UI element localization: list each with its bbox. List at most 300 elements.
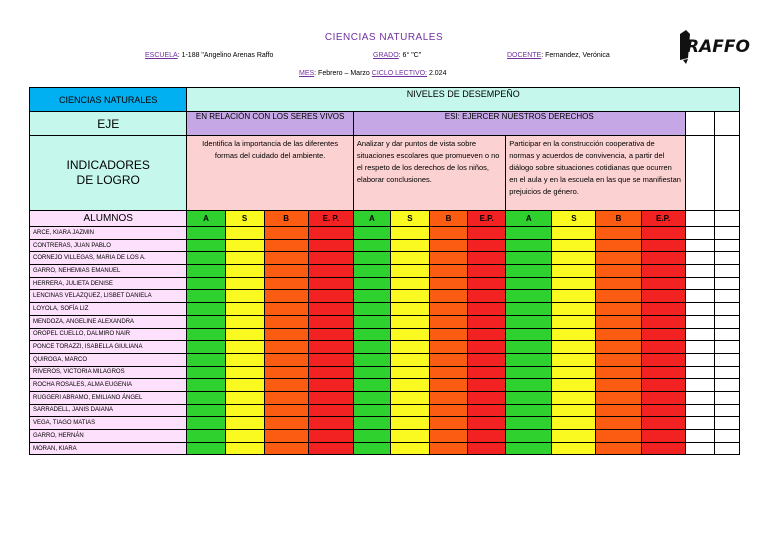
table-row	[30, 303, 740, 316]
grade-cell[interactable]	[187, 290, 225, 303]
grade-cell[interactable]	[430, 417, 468, 430]
grade-cell[interactable]	[468, 239, 506, 252]
grade-cell[interactable]	[596, 353, 641, 366]
grade-cell[interactable]	[308, 277, 353, 290]
grade-cell[interactable]	[430, 227, 468, 240]
logo-text: RAFFO	[686, 37, 750, 57]
empty-cell	[685, 379, 714, 392]
grade-cell[interactable]	[468, 391, 506, 404]
escuela-label: ESCUELA	[145, 52, 178, 59]
grade-cell[interactable]	[552, 379, 596, 392]
grade-cell[interactable]	[596, 315, 641, 328]
grade-cell[interactable]	[430, 290, 468, 303]
grade-cell[interactable]	[596, 252, 641, 265]
grade-cell[interactable]	[264, 328, 308, 341]
empty-cell	[714, 366, 739, 379]
grade-cell[interactable]	[641, 227, 685, 240]
empty-cell	[714, 112, 739, 136]
grade-cell[interactable]	[187, 430, 225, 443]
empty-cell	[714, 328, 739, 341]
level-a-2: A	[353, 211, 390, 227]
grade-cell[interactable]	[353, 227, 390, 240]
empty-cell	[685, 328, 714, 341]
grade-cell[interactable]	[552, 341, 596, 354]
grade-cell[interactable]	[353, 277, 390, 290]
grade-cell[interactable]	[187, 341, 225, 354]
grade-cell[interactable]	[187, 265, 225, 278]
empty-cell	[685, 353, 714, 366]
student-name: HERRERA, JULIETA DENISE	[30, 277, 187, 290]
grade-cell[interactable]	[430, 341, 468, 354]
grade-cell[interactable]	[390, 328, 429, 341]
grade-cell[interactable]	[506, 303, 552, 316]
grade-cell[interactable]	[390, 341, 429, 354]
eje-header: EJE	[30, 112, 187, 136]
grade-cell[interactable]	[264, 341, 308, 354]
grade-cell[interactable]	[596, 303, 641, 316]
grade-cell[interactable]	[430, 391, 468, 404]
grade-cell[interactable]	[552, 391, 596, 404]
grade-cell[interactable]	[390, 277, 429, 290]
grade-cell[interactable]	[506, 252, 552, 265]
grade-cell[interactable]	[468, 430, 506, 443]
grade-cell[interactable]	[641, 265, 685, 278]
grade-cell[interactable]	[353, 366, 390, 379]
empty-cell	[685, 442, 714, 455]
grade-cell[interactable]	[390, 404, 429, 417]
grade-cell[interactable]	[468, 227, 506, 240]
axis-esi: ESI: EJERCER NUESTROS DERECHOS	[353, 112, 685, 136]
grade-cell[interactable]	[225, 227, 264, 240]
grade-cell[interactable]	[596, 417, 641, 430]
empty-cell	[685, 303, 714, 316]
grade-cell[interactable]	[264, 252, 308, 265]
grade-cell[interactable]	[390, 239, 429, 252]
grade-cell[interactable]	[468, 328, 506, 341]
grade-cell[interactable]	[308, 417, 353, 430]
grade-cell[interactable]	[187, 353, 225, 366]
grade-cell[interactable]	[225, 239, 264, 252]
mes-label: MES	[299, 70, 315, 77]
grade-cell[interactable]	[308, 315, 353, 328]
raffo-logo	[672, 26, 750, 64]
grade-cell[interactable]	[225, 328, 264, 341]
empty-cell	[714, 303, 739, 316]
grade-cell[interactable]	[596, 404, 641, 417]
grade-cell[interactable]	[308, 442, 353, 455]
empty-cell	[685, 252, 714, 265]
empty-cell	[714, 277, 739, 290]
level-a-3: A	[506, 211, 552, 227]
grade-cell[interactable]	[552, 328, 596, 341]
empty-cell	[714, 391, 739, 404]
grade-cell[interactable]	[264, 404, 308, 417]
student-name: CORNEJO VILLEGAS, MARIA DE LOS A.	[30, 252, 187, 265]
grade-cell[interactable]	[552, 252, 596, 265]
grade-cell[interactable]	[187, 315, 225, 328]
grade-cell[interactable]	[225, 277, 264, 290]
grade-cell[interactable]	[552, 303, 596, 316]
empty-cell	[685, 239, 714, 252]
grade-cell[interactable]	[264, 391, 308, 404]
escuela-value: : 1-188 "Angelino Arenas Raffo	[177, 52, 274, 59]
grade-cell[interactable]	[308, 328, 353, 341]
grade-cell[interactable]	[641, 430, 685, 443]
grade-cell[interactable]	[596, 239, 641, 252]
grade-cell[interactable]	[225, 391, 264, 404]
docente-value: : Fernandez, Verónica	[541, 52, 610, 59]
grade-cell[interactable]	[430, 404, 468, 417]
grade-cell[interactable]	[353, 379, 390, 392]
grade-cell[interactable]	[641, 252, 685, 265]
grade-cell[interactable]	[506, 341, 552, 354]
grade-cell[interactable]	[308, 404, 353, 417]
grade-cell[interactable]	[506, 430, 552, 443]
grade-cell[interactable]	[430, 379, 468, 392]
grade-cell[interactable]	[353, 341, 390, 354]
grade-cell[interactable]	[552, 442, 596, 455]
grade-cell[interactable]	[308, 303, 353, 316]
grado-label: GRADO	[373, 52, 399, 59]
grade-cell[interactable]	[468, 404, 506, 417]
grade-cell[interactable]	[552, 366, 596, 379]
grade-cell[interactable]	[264, 430, 308, 443]
grade-cell[interactable]	[390, 366, 429, 379]
grade-cell[interactable]	[225, 303, 264, 316]
grade-cell[interactable]	[225, 366, 264, 379]
grade-cell[interactable]	[225, 379, 264, 392]
grade-cell[interactable]	[308, 430, 353, 443]
grade-cell[interactable]	[353, 328, 390, 341]
grade-cell[interactable]	[596, 290, 641, 303]
student-name: LOYOLA, SOFÍA LIZ	[30, 303, 187, 316]
grade-cell[interactable]	[225, 315, 264, 328]
grade-cell[interactable]	[264, 239, 308, 252]
grade-cell[interactable]	[596, 391, 641, 404]
grade-cell[interactable]	[596, 341, 641, 354]
grade-cell[interactable]	[225, 404, 264, 417]
indicadores-line2: DE LOGRO	[76, 173, 140, 187]
student-name: CONTRERAS, JUAN PABLO	[30, 239, 187, 252]
grade-cell[interactable]	[308, 227, 353, 240]
grade-cell[interactable]	[506, 379, 552, 392]
grade-cell[interactable]	[641, 341, 685, 354]
table-row	[30, 417, 740, 430]
grade-cell[interactable]	[506, 265, 552, 278]
docente-field	[507, 52, 610, 59]
grade-cell[interactable]	[308, 379, 353, 392]
grade-cell[interactable]	[390, 315, 429, 328]
grade-cell[interactable]	[225, 353, 264, 366]
grade-cell[interactable]	[353, 353, 390, 366]
grade-cell[interactable]	[264, 265, 308, 278]
grade-cell[interactable]	[390, 252, 429, 265]
table-row	[30, 442, 740, 455]
grade-cell[interactable]	[353, 442, 390, 455]
grade-cell[interactable]	[430, 366, 468, 379]
grade-cell[interactable]	[390, 303, 429, 316]
grade-cell[interactable]	[468, 303, 506, 316]
grade-cell[interactable]	[552, 239, 596, 252]
grade-cell[interactable]	[552, 290, 596, 303]
grade-cell[interactable]	[264, 303, 308, 316]
table-row	[30, 315, 740, 328]
grade-cell[interactable]	[264, 277, 308, 290]
grade-cell[interactable]	[225, 442, 264, 455]
grade-cell[interactable]	[390, 430, 429, 443]
grade-cell[interactable]	[641, 391, 685, 404]
level-b-3: B	[596, 211, 641, 227]
grade-cell[interactable]	[264, 290, 308, 303]
grade-cell[interactable]	[308, 391, 353, 404]
grade-cell[interactable]	[552, 265, 596, 278]
grade-cell[interactable]	[308, 366, 353, 379]
grade-cell[interactable]	[264, 227, 308, 240]
grade-cell[interactable]	[468, 252, 506, 265]
grade-cell[interactable]	[641, 404, 685, 417]
empty-cell	[685, 227, 714, 240]
table-row	[30, 353, 740, 366]
grade-cell[interactable]	[596, 265, 641, 278]
grade-cell[interactable]	[390, 417, 429, 430]
grade-cell[interactable]	[596, 227, 641, 240]
grade-cell[interactable]	[468, 341, 506, 354]
empty-cell	[685, 391, 714, 404]
student-name: MENDOZA, ANGELINE ALEXANDRA	[30, 315, 187, 328]
grade-cell[interactable]	[468, 366, 506, 379]
grade-cell[interactable]	[430, 239, 468, 252]
empty-cell	[685, 366, 714, 379]
student-name: QUIROGA, MARCO	[30, 353, 187, 366]
grade-cell[interactable]	[506, 315, 552, 328]
table-row	[30, 341, 740, 354]
empty-cell	[714, 341, 739, 354]
grade-cell[interactable]	[641, 442, 685, 455]
indicator-2: Analizar y dar puntos de vista sobre situaciones escolares que promueven o no el respeto de los derechos de los niños, elaborar conclusiones.	[353, 136, 505, 211]
grade-cell[interactable]	[506, 353, 552, 366]
grade-cell[interactable]	[641, 303, 685, 316]
grade-cell[interactable]	[390, 265, 429, 278]
table-row	[30, 391, 740, 404]
grade-cell[interactable]	[641, 379, 685, 392]
grade-cell[interactable]	[225, 430, 264, 443]
empty-cell	[714, 136, 739, 211]
grade-cell[interactable]	[225, 252, 264, 265]
grade-cell[interactable]	[552, 417, 596, 430]
grade-cell[interactable]	[506, 404, 552, 417]
grade-cell[interactable]	[641, 277, 685, 290]
grade-cell[interactable]	[353, 391, 390, 404]
grade-cell[interactable]	[264, 379, 308, 392]
grade-cell[interactable]	[641, 239, 685, 252]
grade-cell[interactable]	[552, 227, 596, 240]
level-b-2: B	[430, 211, 468, 227]
grade-cell[interactable]	[353, 417, 390, 430]
grade-cell[interactable]	[506, 328, 552, 341]
grade-cell[interactable]	[641, 417, 685, 430]
grade-cell[interactable]	[641, 353, 685, 366]
grade-cell[interactable]	[430, 442, 468, 455]
grade-cell[interactable]	[468, 417, 506, 430]
indicator-3: Participar en la construcción cooperativa de normas y acuerdos de convivencia, a partir del diálogo sobre situaciones cotidianas que ocurren en el aula y en la escuela en las que se manifiestan prejuicios de género.	[506, 136, 685, 211]
grade-cell[interactable]	[308, 353, 353, 366]
evaluation-table	[29, 87, 740, 455]
grade-cell[interactable]	[506, 417, 552, 430]
grade-cell[interactable]	[468, 290, 506, 303]
grade-cell[interactable]	[187, 303, 225, 316]
empty-cell	[685, 290, 714, 303]
grade-cell[interactable]	[225, 290, 264, 303]
grade-cell[interactable]	[390, 227, 429, 240]
grade-cell[interactable]	[430, 353, 468, 366]
grade-cell[interactable]	[430, 277, 468, 290]
empty-cell	[714, 379, 739, 392]
grade-cell[interactable]	[596, 277, 641, 290]
grade-cell[interactable]	[390, 290, 429, 303]
grade-cell[interactable]	[468, 379, 506, 392]
table-row	[30, 252, 740, 265]
grade-cell[interactable]	[264, 315, 308, 328]
grade-cell[interactable]	[641, 290, 685, 303]
empty-cell	[714, 315, 739, 328]
grade-cell[interactable]	[641, 315, 685, 328]
grade-cell[interactable]	[506, 227, 552, 240]
grade-cell[interactable]	[187, 379, 225, 392]
grade-cell[interactable]	[641, 328, 685, 341]
grade-cell[interactable]	[390, 379, 429, 392]
grade-cell[interactable]	[308, 239, 353, 252]
grade-cell[interactable]	[552, 404, 596, 417]
grade-cell[interactable]	[308, 265, 353, 278]
grade-cell[interactable]	[552, 430, 596, 443]
student-name: MORAN, KIARA	[30, 442, 187, 455]
grade-cell[interactable]	[187, 442, 225, 455]
grade-cell[interactable]	[353, 315, 390, 328]
grade-cell[interactable]	[430, 328, 468, 341]
grade-cell[interactable]	[468, 353, 506, 366]
table-row	[30, 404, 740, 417]
grade-cell[interactable]	[225, 265, 264, 278]
grado-value: : 6° "C"	[398, 52, 422, 59]
grade-cell[interactable]	[187, 391, 225, 404]
student-rows	[30, 227, 740, 455]
grade-cell[interactable]	[353, 252, 390, 265]
table-row	[30, 290, 740, 303]
level-s-3: S	[552, 211, 596, 227]
grade-cell[interactable]	[187, 252, 225, 265]
grade-cell[interactable]	[390, 442, 429, 455]
indicadores-line1: INDICADORES	[66, 158, 150, 172]
grade-cell[interactable]	[353, 265, 390, 278]
grade-cell[interactable]	[596, 366, 641, 379]
grade-cell[interactable]	[308, 252, 353, 265]
grade-cell[interactable]	[506, 239, 552, 252]
grade-cell[interactable]	[430, 430, 468, 443]
document-title: CIENCIAS NATURALES	[324, 32, 444, 43]
grade-cell[interactable]	[353, 404, 390, 417]
student-name: OROPEL CUELLO, DALMIRO NAIR	[30, 328, 187, 341]
grade-cell[interactable]	[264, 353, 308, 366]
axis-seres-vivos: EN RELACIÓN CON LOS SERES VIVOS	[187, 112, 353, 136]
empty-cell	[685, 341, 714, 354]
grade-cell[interactable]	[506, 391, 552, 404]
grade-cell[interactable]	[225, 417, 264, 430]
empty-cell	[714, 442, 739, 455]
grade-cell[interactable]	[187, 366, 225, 379]
student-name: GARRO, NEHEMIAS EMANUEL	[30, 265, 187, 278]
grade-cell[interactable]	[390, 353, 429, 366]
table-row	[30, 239, 740, 252]
grade-cell[interactable]	[506, 277, 552, 290]
student-name: SARRADELL, JANIS DAIANA	[30, 404, 187, 417]
grade-cell[interactable]	[506, 442, 552, 455]
table-row	[30, 277, 740, 290]
grade-cell[interactable]	[596, 379, 641, 392]
grade-cell[interactable]	[430, 252, 468, 265]
subject-header: CIENCIAS NATURALES	[30, 88, 187, 112]
grade-cell[interactable]	[468, 315, 506, 328]
grade-cell[interactable]	[187, 277, 225, 290]
empty-cell	[714, 404, 739, 417]
grade-cell[interactable]	[353, 290, 390, 303]
grade-cell[interactable]	[641, 366, 685, 379]
grade-cell[interactable]	[264, 366, 308, 379]
grade-cell[interactable]	[187, 404, 225, 417]
grade-cell[interactable]	[187, 417, 225, 430]
indicadores-header	[30, 136, 187, 211]
grade-cell[interactable]	[430, 265, 468, 278]
grade-cell[interactable]	[552, 277, 596, 290]
empty-cell	[685, 315, 714, 328]
grade-cell[interactable]	[187, 227, 225, 240]
empty-cell	[685, 430, 714, 443]
grade-cell[interactable]	[264, 442, 308, 455]
grade-cell[interactable]	[264, 417, 308, 430]
empty-cell	[714, 227, 739, 240]
grade-cell[interactable]	[187, 239, 225, 252]
student-name: RUGGERI ABRAMO, EMILIANO ÁNGEL	[30, 391, 187, 404]
level-ep-1: E. P.	[308, 211, 353, 227]
grade-cell[interactable]	[552, 353, 596, 366]
grade-cell[interactable]	[353, 430, 390, 443]
level-ep-2: E.P.	[468, 211, 506, 227]
grade-cell[interactable]	[353, 239, 390, 252]
grade-cell[interactable]	[390, 391, 429, 404]
table-row	[30, 379, 740, 392]
grade-cell[interactable]	[506, 366, 552, 379]
grade-cell[interactable]	[596, 442, 641, 455]
alumnos-header: ALUMNOS	[30, 211, 187, 227]
grade-cell[interactable]	[353, 303, 390, 316]
grade-cell[interactable]	[187, 328, 225, 341]
grade-cell[interactable]	[506, 290, 552, 303]
grade-cell[interactable]	[308, 290, 353, 303]
grade-cell[interactable]	[552, 315, 596, 328]
grade-cell[interactable]	[430, 303, 468, 316]
escuela-field	[145, 52, 273, 59]
grade-cell[interactable]	[468, 442, 506, 455]
empty-cell	[714, 239, 739, 252]
mes-value: : Febrero – Marzo	[314, 70, 370, 77]
grade-cell[interactable]	[596, 430, 641, 443]
grade-cell[interactable]	[596, 328, 641, 341]
grade-cell[interactable]	[430, 315, 468, 328]
grade-cell[interactable]	[308, 341, 353, 354]
grade-cell[interactable]	[468, 277, 506, 290]
grade-cell[interactable]	[468, 265, 506, 278]
grade-cell[interactable]	[225, 341, 264, 354]
table-row	[30, 265, 740, 278]
